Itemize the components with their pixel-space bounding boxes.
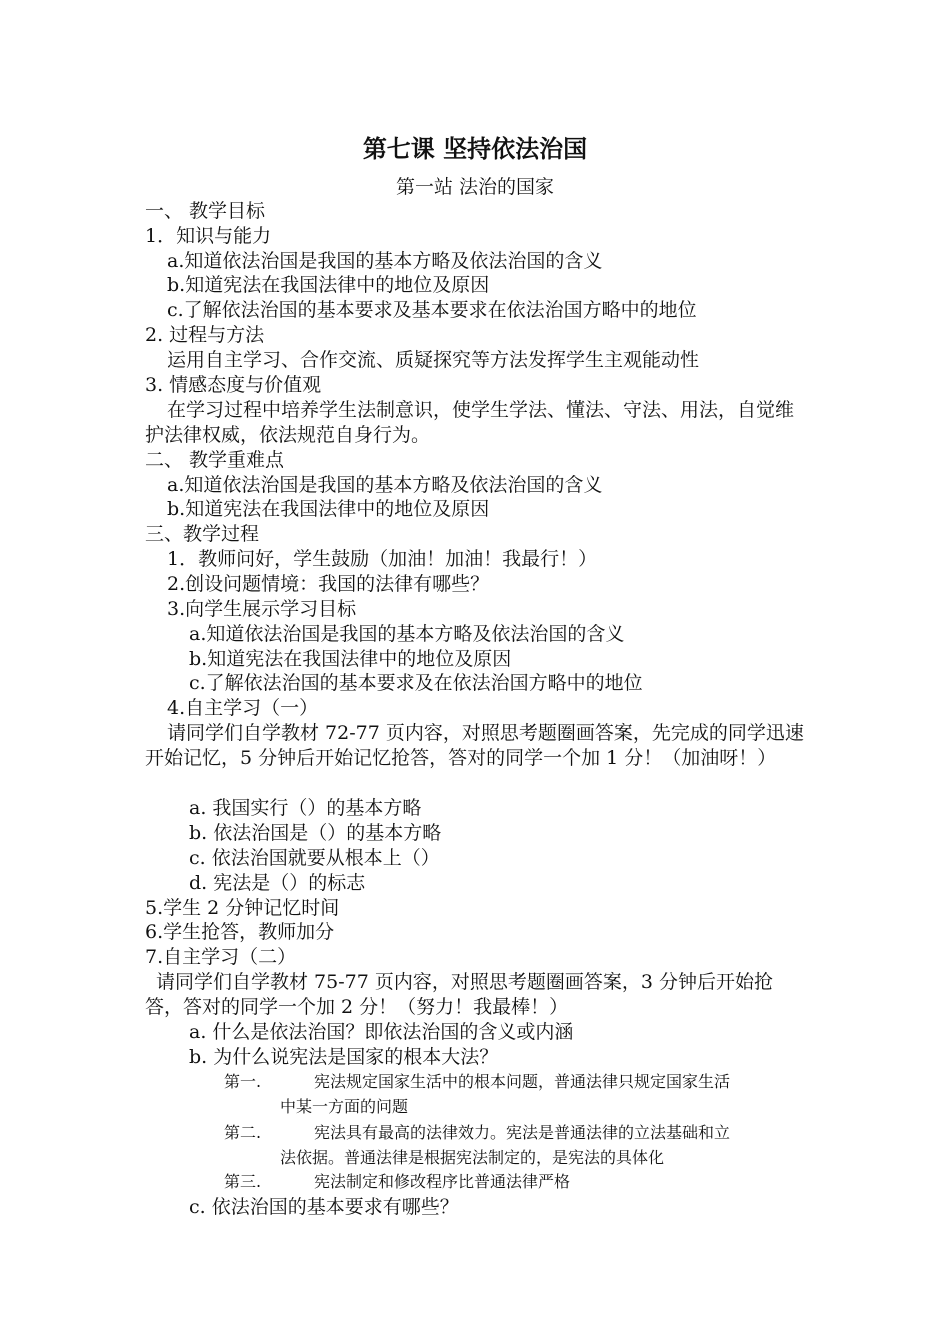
- knowledge-item-a: a.知道依法治国是我国的基本方略及依法治国的含义: [167, 250, 603, 272]
- step-5: 5.学生 2 分钟记忆时间: [145, 897, 340, 919]
- emotion-heading: 3. 情感态度与价值观: [145, 374, 322, 396]
- step-7-instructions: 请同学们自学教材 75-77 页内容，对照思考题圈画答案，3 分钟后开始抢答，答对的同学一个加 2 分！（努力！我最棒！）: [145, 971, 773, 1018]
- step-2: 2.创设问题情境：我国的法律有哪些？: [167, 573, 490, 595]
- question-1a: a. 我国实行（）的基本方略: [189, 797, 422, 819]
- lesson-subtitle: 第一站 法治的国家: [395, 176, 555, 198]
- section-heading-keypoints: 二、 教学重难点: [145, 449, 285, 471]
- question-1c: c. 依法治国就要从根本上（）: [189, 847, 440, 869]
- step-6: 6.学生抢答，教师加分: [145, 921, 335, 943]
- knowledge-item-c: c.了解依法治国的基本要求及基本要求在依法治国方略中的地位: [167, 299, 697, 321]
- knowledge-heading: 1．知识与能力: [145, 225, 272, 247]
- question-2b: b. 为什么说宪法是国家的根本大法？: [189, 1046, 499, 1068]
- section-heading-objectives: 一、 教学目标: [145, 200, 266, 222]
- process-heading: 2. 过程与方法: [145, 324, 265, 346]
- keypoint-item-b: b.知道宪法在我国法律中的地位及原因: [167, 498, 490, 520]
- reason-2-line-2: 法依据。普通法律是根据宪法制定的，是宪法的具体化: [280, 1148, 665, 1167]
- reason-3-label: 第三.: [224, 1172, 262, 1191]
- reason-1-label: 第一.: [224, 1072, 262, 1091]
- reason-2-line-1: 宪法具有最高的法律效力。宪法是普通法律的立法基础和立: [314, 1123, 731, 1142]
- question-1b: b. 依法治国是（）的基本方略: [189, 822, 442, 844]
- goal-item-b: b.知道宪法在我国法律中的地位及原因: [189, 648, 512, 670]
- section-heading-process: 三、教学过程: [145, 523, 260, 545]
- reason-3-line-1: 宪法制定和修改程序比普通法律严格: [314, 1172, 571, 1191]
- reason-1-line-2: 中某一方面的问题: [280, 1097, 409, 1116]
- emotion-text: 在学习过程中培养学生法制意识，使学生学法、懂法、守法、用法，自觉维护法律权威，依法规范自身行为。: [145, 399, 795, 446]
- reason-2-label: 第二.: [224, 1123, 262, 1142]
- lesson-title: 第七课 坚持依法治国: [362, 134, 588, 163]
- reason-1: [224, 1070, 730, 1094]
- question-1d: d. 宪法是（）的标志: [189, 872, 366, 894]
- step-4-instructions: 请同学们自学教材 72-77 页内容，对照思考题圈画答案，先完成的同学迅速开始记忆，5 分钟后开始记忆抢答，答对的同学一个加 1 分！（加油呀！）: [145, 722, 804, 769]
- step-3: 3.向学生展示学习目标: [167, 598, 357, 620]
- process-text: 运用自主学习、合作交流、质疑探究等方法发挥学生主观能动性: [167, 349, 700, 371]
- keypoint-item-a: a.知道依法治国是我国的基本方略及依法治国的含义: [167, 474, 603, 496]
- step-7: 7.自主学习（二）: [145, 946, 297, 968]
- question-2a: a. 什么是依法治国？即依法治国的含义或内涵: [189, 1021, 574, 1043]
- reason-2: [224, 1121, 730, 1145]
- goal-item-a: a.知道依法治国是我国的基本方略及依法治国的含义: [189, 623, 625, 645]
- question-2c: c. 依法治国的基本要求有哪些？: [189, 1196, 459, 1218]
- step-4: 4.自主学习（一）: [167, 697, 319, 719]
- knowledge-item-b: b.知道宪法在我国法律中的地位及原因: [167, 274, 490, 296]
- reason-3: [224, 1170, 570, 1194]
- reason-1-line-1: 宪法规定国家生活中的根本问题，普通法律只规定国家生活: [314, 1072, 731, 1091]
- goal-item-c: c.了解依法治国的基本要求及在依法治国方略中的地位: [189, 672, 643, 694]
- step-1: 1．教师问好，学生鼓励（加油！加油！我最行！）: [167, 548, 598, 570]
